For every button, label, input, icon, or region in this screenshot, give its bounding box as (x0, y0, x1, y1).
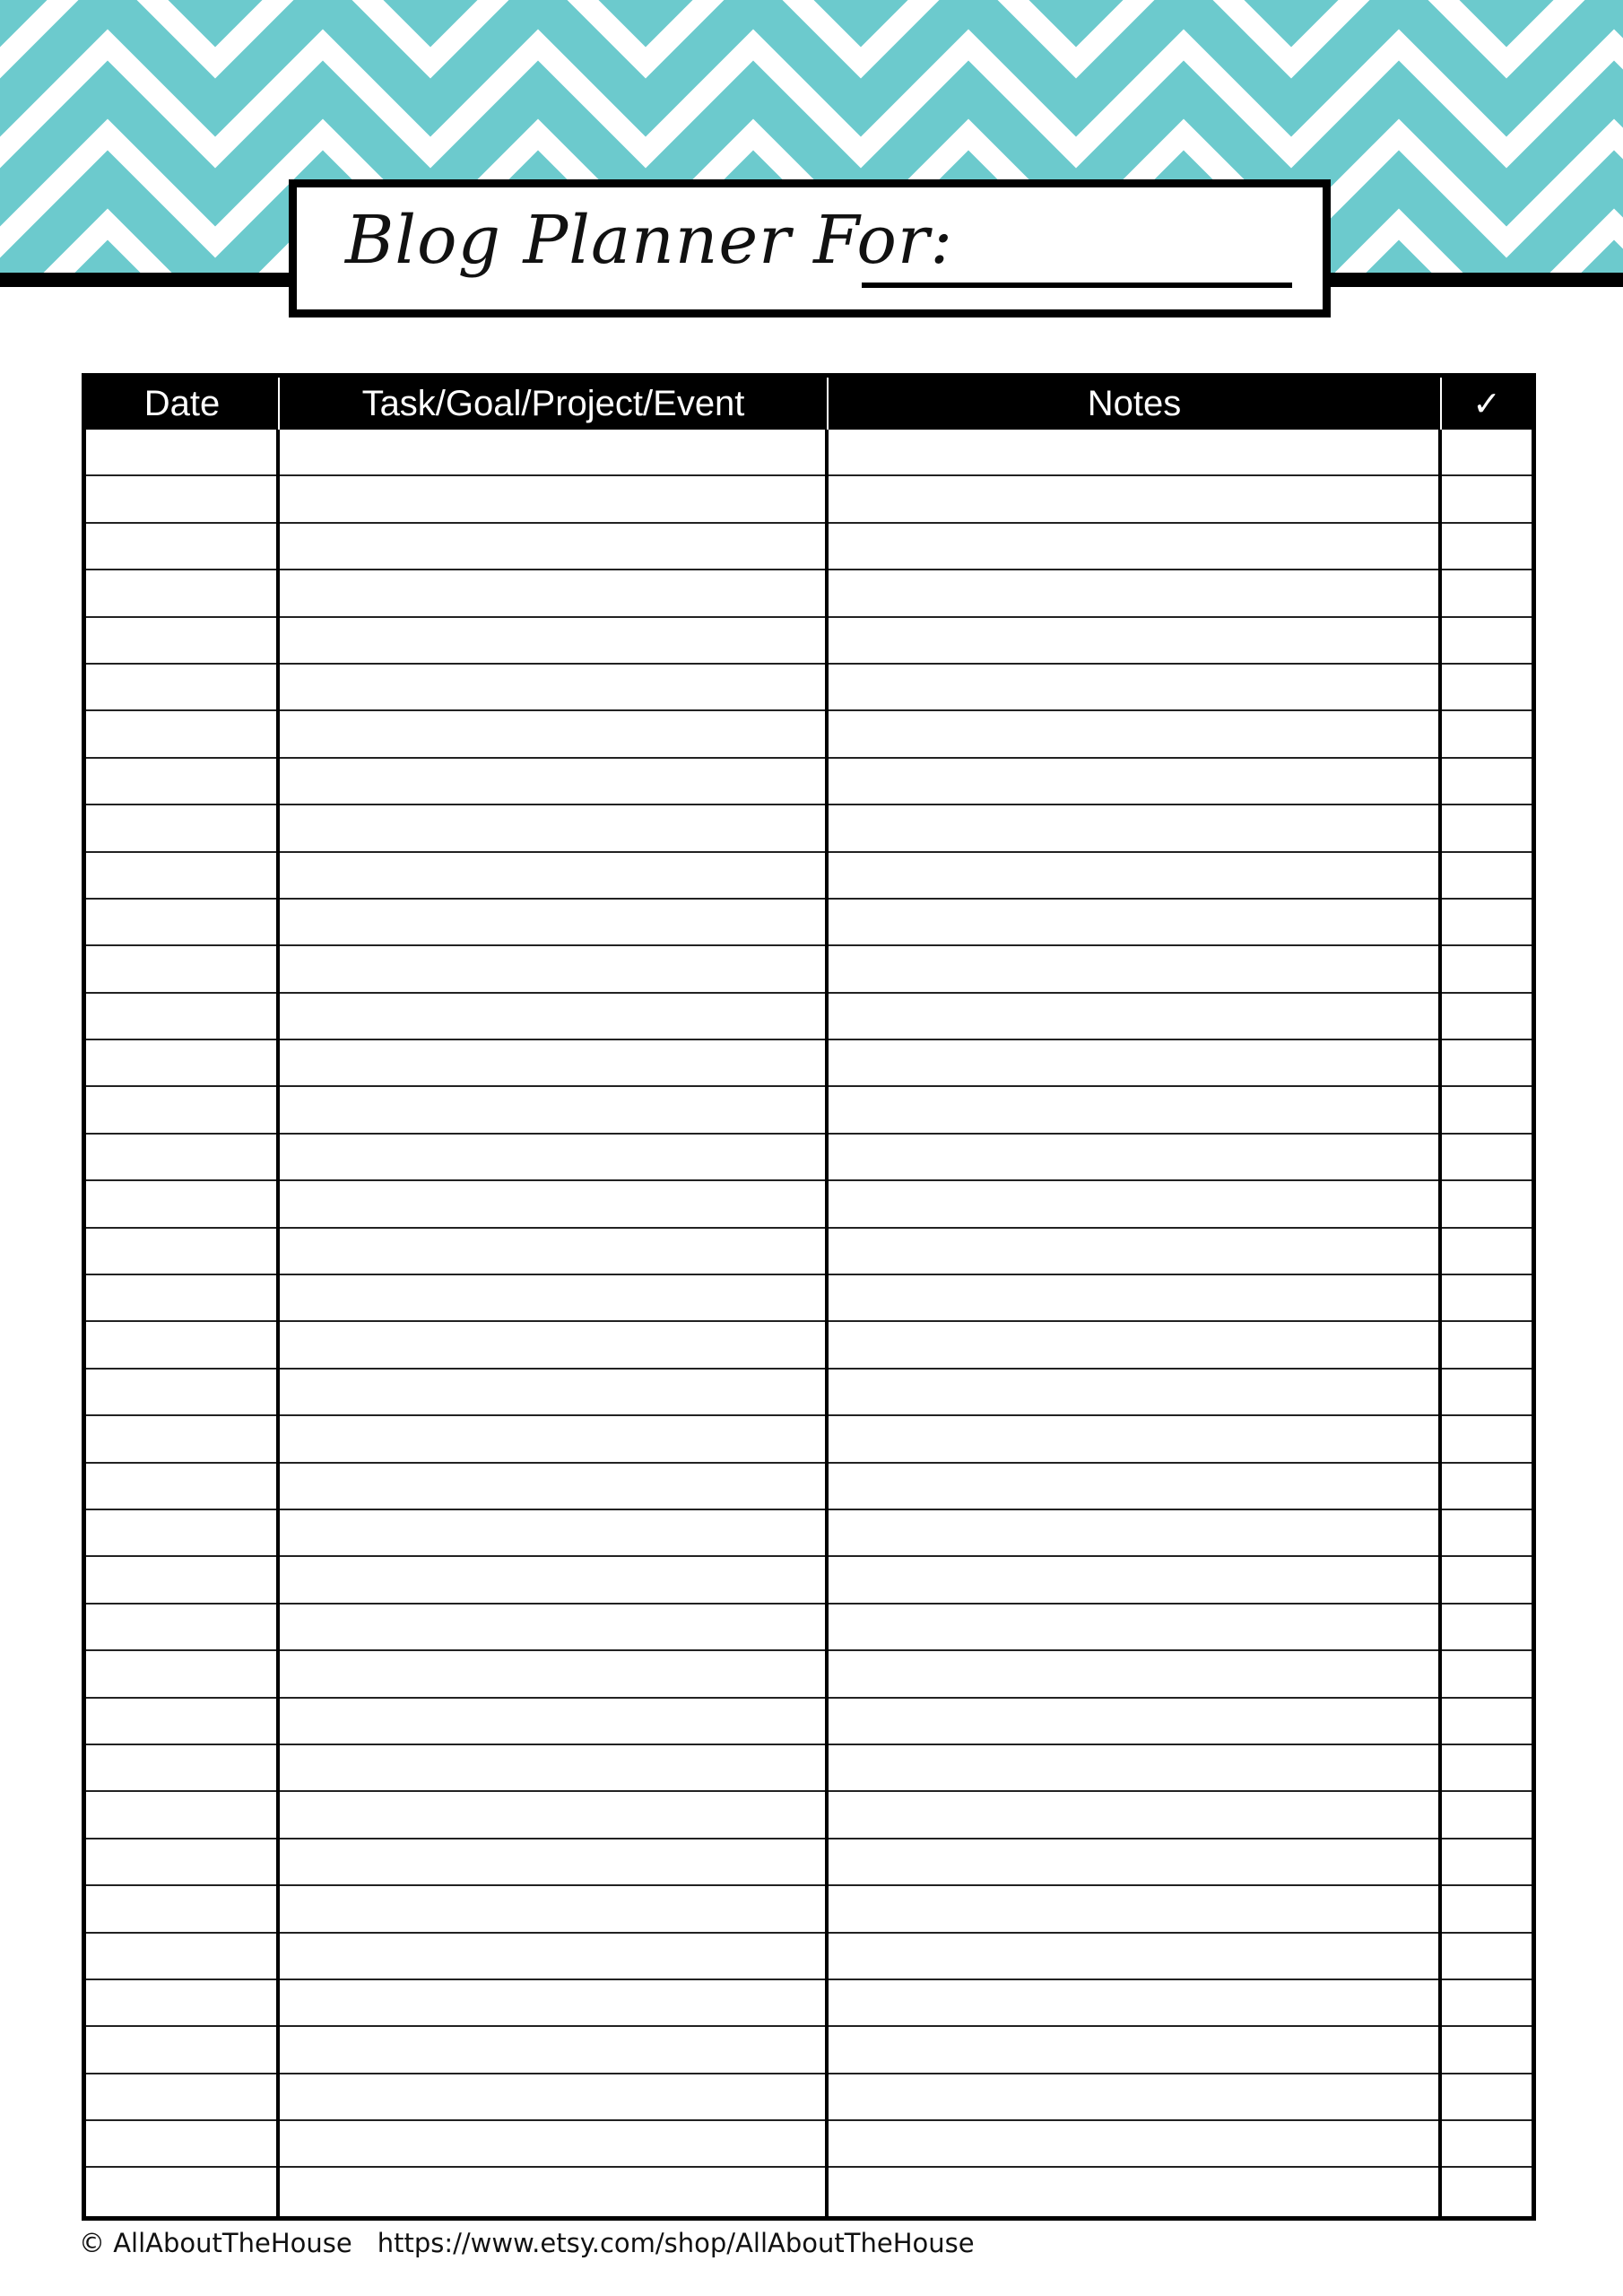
table-row (86, 1464, 1532, 1510)
date-cell[interactable] (86, 759, 276, 804)
title-box (289, 179, 1331, 317)
notes-cell[interactable] (829, 2027, 1438, 2072)
table-row (86, 665, 1532, 711)
table-row (86, 1839, 1532, 1886)
check-cell[interactable] (1442, 1229, 1532, 1274)
notes-cell[interactable] (829, 946, 1438, 991)
task-cell[interactable] (280, 1135, 825, 1179)
task-cell[interactable] (280, 476, 825, 521)
date-cell[interactable] (86, 1699, 276, 1744)
check-cell[interactable] (1442, 1370, 1532, 1414)
planner-table (82, 373, 1536, 2221)
task-cell[interactable] (280, 1651, 825, 1696)
date-cell[interactable] (86, 524, 276, 569)
task-cell[interactable] (280, 946, 825, 991)
notes-cell[interactable] (829, 2074, 1438, 2119)
notes-cell[interactable] (829, 1699, 1438, 1744)
date-cell[interactable] (86, 1087, 276, 1132)
date-cell[interactable] (86, 2168, 276, 2214)
date-cell[interactable] (86, 1464, 276, 1509)
notes-cell[interactable] (829, 853, 1438, 898)
task-cell[interactable] (280, 1934, 825, 1979)
date-cell[interactable] (86, 1370, 276, 1414)
table-row (86, 618, 1532, 665)
column-header-check: ✓ (1472, 384, 1501, 423)
check-cell[interactable] (1442, 1135, 1532, 1179)
table-row (86, 1322, 1532, 1369)
check-cell[interactable] (1442, 2121, 1532, 2166)
date-cell[interactable] (86, 1510, 276, 1555)
table-row (86, 2121, 1532, 2168)
task-cell[interactable] (280, 1745, 825, 1790)
table-row (86, 2168, 1532, 2214)
check-cell[interactable] (1442, 570, 1532, 615)
task-cell[interactable] (280, 711, 825, 756)
notes-cell[interactable] (829, 524, 1438, 569)
column-header-notes: Notes (1087, 384, 1182, 423)
check-cell[interactable] (1442, 1322, 1532, 1367)
table-row (86, 2027, 1532, 2074)
date-cell[interactable] (86, 1605, 276, 1649)
date-cell[interactable] (86, 1181, 276, 1226)
date-cell[interactable] (86, 665, 276, 709)
check-cell[interactable] (1442, 1839, 1532, 1884)
column-header-task: Task/Goal/Project/Event (361, 384, 745, 423)
date-cell[interactable] (86, 1322, 276, 1367)
title-blank-line[interactable] (862, 283, 1292, 288)
date-cell[interactable] (86, 1980, 276, 2025)
task-cell[interactable] (280, 1229, 825, 1274)
check-cell[interactable] (1442, 2074, 1532, 2119)
check-cell[interactable] (1442, 1557, 1532, 1602)
task-cell[interactable] (280, 1699, 825, 1744)
check-cell[interactable] (1442, 430, 1532, 474)
check-cell[interactable] (1442, 900, 1532, 944)
task-cell[interactable] (280, 1557, 825, 1602)
table-row (86, 524, 1532, 570)
check-cell[interactable] (1442, 1934, 1532, 1979)
table-row (86, 1181, 1532, 1228)
notes-cell[interactable] (829, 805, 1438, 850)
table-row (86, 1699, 1532, 1745)
table-row (86, 1886, 1532, 1933)
task-cell[interactable] (280, 1792, 825, 1837)
table-row (86, 570, 1532, 617)
table-row (86, 1370, 1532, 1416)
check-cell[interactable] (1442, 853, 1532, 898)
footer (79, 2228, 1000, 2258)
date-cell[interactable] (86, 2121, 276, 2166)
column-divider (1438, 430, 1442, 2216)
notes-cell[interactable] (829, 1886, 1438, 1931)
task-cell[interactable] (280, 900, 825, 944)
table-body (86, 430, 1532, 2215)
notes-cell[interactable] (829, 1557, 1438, 1602)
table-row (86, 1980, 1532, 2027)
date-cell[interactable] (86, 430, 276, 474)
table-row (86, 711, 1532, 758)
date-cell[interactable] (86, 476, 276, 521)
task-cell[interactable] (280, 1886, 825, 1931)
notes-cell[interactable] (829, 1275, 1438, 1320)
date-cell[interactable] (86, 1792, 276, 1837)
date-cell[interactable] (86, 805, 276, 850)
task-cell[interactable] (280, 1275, 825, 1320)
check-cell[interactable] (1442, 618, 1532, 663)
check-cell[interactable] (1442, 2027, 1532, 2072)
check-cell[interactable] (1442, 1416, 1532, 1461)
date-cell[interactable] (86, 1275, 276, 1320)
check-cell[interactable] (1442, 805, 1532, 850)
date-cell[interactable] (86, 1651, 276, 1696)
notes-cell[interactable] (829, 2121, 1438, 2166)
date-cell[interactable] (86, 1934, 276, 1979)
check-cell[interactable] (1442, 1087, 1532, 1132)
task-cell[interactable] (280, 524, 825, 569)
task-cell[interactable] (280, 1980, 825, 2025)
table-row (86, 805, 1532, 852)
table-row (86, 1040, 1532, 1087)
table-row (86, 1557, 1532, 1604)
notes-cell[interactable] (829, 1370, 1438, 1414)
task-cell[interactable] (280, 1181, 825, 1226)
table-row (86, 1135, 1532, 1181)
table-row (86, 1605, 1532, 1651)
column-divider (825, 430, 829, 2216)
check-cell[interactable] (1442, 1275, 1532, 1320)
date-cell[interactable] (86, 1557, 276, 1602)
task-cell[interactable] (280, 1322, 825, 1367)
date-cell[interactable] (86, 2074, 276, 2119)
check-cell[interactable] (1442, 476, 1532, 521)
table-row (86, 2074, 1532, 2121)
task-cell[interactable] (280, 570, 825, 615)
notes-cell[interactable] (829, 900, 1438, 944)
date-cell[interactable] (86, 1745, 276, 1790)
table-header (86, 378, 1532, 430)
notes-cell[interactable] (829, 570, 1438, 615)
check-cell[interactable] (1442, 1980, 1532, 2025)
check-cell[interactable] (1442, 1745, 1532, 1790)
check-cell[interactable] (1442, 711, 1532, 756)
table-row (86, 946, 1532, 993)
check-cell[interactable] (1442, 1510, 1532, 1555)
task-cell[interactable] (280, 759, 825, 804)
table-row (86, 476, 1532, 523)
notes-cell[interactable] (829, 1229, 1438, 1274)
task-cell[interactable] (280, 1040, 825, 1085)
notes-cell[interactable] (829, 2168, 1438, 2214)
date-cell[interactable] (86, 1135, 276, 1179)
table-row (86, 1745, 1532, 1792)
table-row (86, 1934, 1532, 1980)
task-cell[interactable] (280, 618, 825, 663)
task-cell[interactable] (280, 1839, 825, 1884)
task-cell[interactable] (280, 665, 825, 709)
check-cell[interactable] (1442, 1651, 1532, 1696)
notes-cell[interactable] (829, 1980, 1438, 2025)
task-cell[interactable] (280, 430, 825, 474)
notes-cell[interactable] (829, 1040, 1438, 1085)
date-cell[interactable] (86, 618, 276, 663)
check-cell[interactable] (1442, 1792, 1532, 1837)
date-cell[interactable] (86, 2027, 276, 2072)
copyright-text: © AllAboutTheHouse (79, 2228, 352, 2258)
date-cell[interactable] (86, 994, 276, 1039)
check-cell[interactable] (1442, 1886, 1532, 1931)
notes-cell[interactable] (829, 1792, 1438, 1837)
notes-cell[interactable] (829, 1087, 1438, 1132)
check-cell[interactable] (1442, 2168, 1532, 2214)
task-cell[interactable] (280, 1416, 825, 1461)
task-cell[interactable] (280, 2168, 825, 2214)
table-row (86, 1510, 1532, 1557)
check-cell[interactable] (1442, 1464, 1532, 1509)
task-cell[interactable] (280, 1510, 825, 1555)
table-row (86, 759, 1532, 805)
check-cell[interactable] (1442, 759, 1532, 804)
date-cell[interactable] (86, 711, 276, 756)
task-cell[interactable] (280, 1370, 825, 1414)
task-cell[interactable] (280, 853, 825, 898)
table-row (86, 1229, 1532, 1275)
date-cell[interactable] (86, 1040, 276, 1085)
check-cell[interactable] (1442, 1699, 1532, 1744)
date-cell[interactable] (86, 570, 276, 615)
check-cell[interactable] (1442, 1040, 1532, 1085)
table-row (86, 430, 1532, 476)
notes-cell[interactable] (829, 1464, 1438, 1509)
task-cell[interactable] (280, 1605, 825, 1649)
notes-cell[interactable] (829, 759, 1438, 804)
task-cell[interactable] (280, 2027, 825, 2072)
check-cell[interactable] (1442, 946, 1532, 991)
task-cell[interactable] (280, 1464, 825, 1509)
column-header-date: Date (143, 384, 221, 423)
notes-cell[interactable] (829, 476, 1438, 521)
notes-cell[interactable] (829, 665, 1438, 709)
date-cell[interactable] (86, 1229, 276, 1274)
table-row (86, 853, 1532, 900)
table-row (86, 1275, 1532, 1322)
task-cell[interactable] (280, 805, 825, 850)
task-cell[interactable] (280, 2121, 825, 2166)
notes-cell[interactable] (829, 1135, 1438, 1179)
table-row (86, 994, 1532, 1040)
check-cell[interactable] (1442, 665, 1532, 709)
column-divider (276, 430, 280, 2216)
check-cell[interactable] (1442, 1181, 1532, 1226)
shop-url[interactable]: https://www.etsy.com/shop/AllAboutTheHouse (377, 2228, 975, 2258)
task-cell[interactable] (280, 994, 825, 1039)
task-cell[interactable] (280, 1087, 825, 1132)
notes-cell[interactable] (829, 711, 1438, 756)
date-cell[interactable] (86, 1416, 276, 1461)
table-row (86, 1416, 1532, 1463)
task-cell[interactable] (280, 2074, 825, 2119)
table-row (86, 1792, 1532, 1839)
table-row (86, 1651, 1532, 1698)
date-cell[interactable] (86, 1839, 276, 1884)
check-cell[interactable] (1442, 524, 1532, 569)
notes-cell[interactable] (829, 430, 1438, 474)
notes-cell[interactable] (829, 1605, 1438, 1649)
check-cell[interactable] (1442, 1605, 1532, 1649)
date-cell[interactable] (86, 900, 276, 944)
notes-cell[interactable] (829, 1510, 1438, 1555)
notes-cell[interactable] (829, 618, 1438, 663)
date-cell[interactable] (86, 946, 276, 991)
notes-cell[interactable] (829, 994, 1438, 1039)
notes-cell[interactable] (829, 1934, 1438, 1979)
notes-cell[interactable] (829, 1745, 1438, 1790)
notes-cell[interactable] (829, 1416, 1438, 1461)
notes-cell[interactable] (829, 1322, 1438, 1367)
notes-cell[interactable] (829, 1181, 1438, 1226)
notes-cell[interactable] (829, 1839, 1438, 1884)
check-cell[interactable] (1442, 994, 1532, 1039)
table-row (86, 900, 1532, 946)
notes-cell[interactable] (829, 1651, 1438, 1696)
table-row (86, 1087, 1532, 1134)
page-title: Blog Planner For: (345, 202, 954, 279)
date-cell[interactable] (86, 853, 276, 898)
date-cell[interactable] (86, 1886, 276, 1931)
